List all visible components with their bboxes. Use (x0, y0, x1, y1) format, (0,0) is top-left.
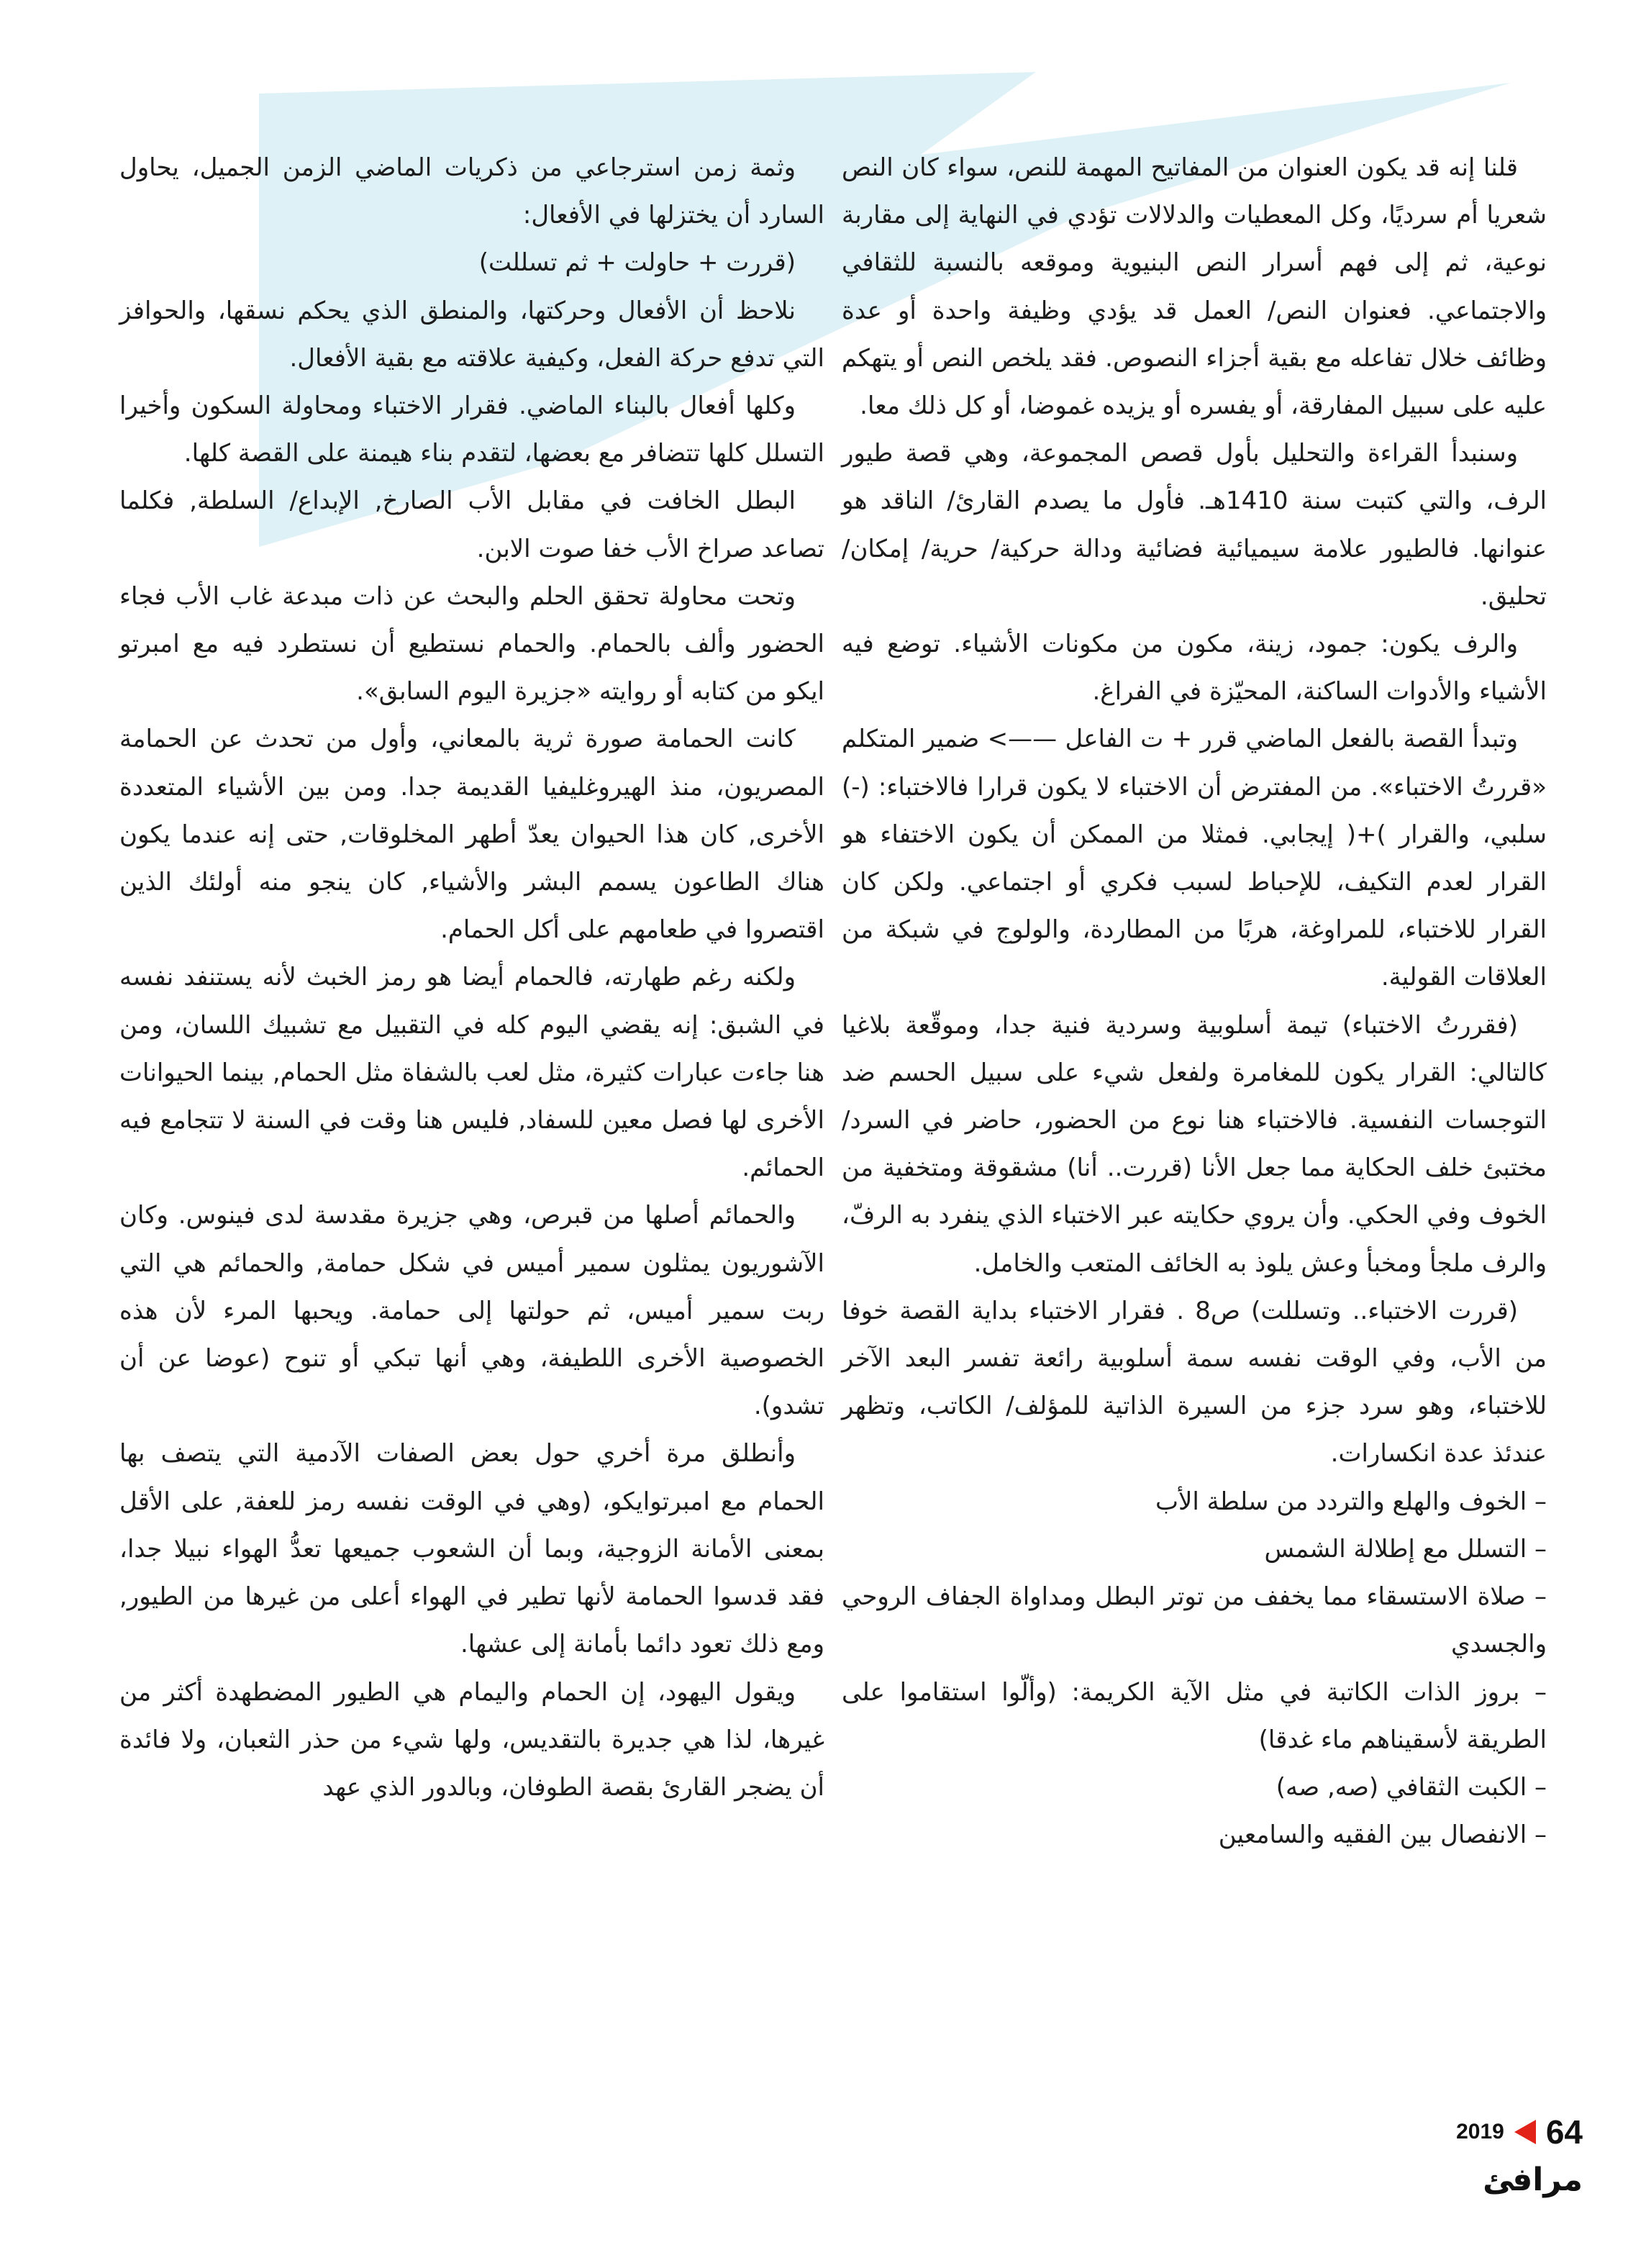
page-folio (1456, 2113, 1583, 2151)
paragraph: (قررت الاختباء.. وتسللت) ص8 . فقرار الاختباء بداية القصة خوفا من الأب، وفي الوقت نفسه سمة أسلوبية رائعة تفسر البعد الآخر للاختباء، وهو سرد جزء من السيرة الذاتية للمؤلف/ الكاتب، وتظهر عندئذ عدة انكسارات. (842, 1296, 1547, 1469)
paragraph: والحمائم أصلها من قبرص، وهي جزيرة مقدسة لدى فينوس. وكان الآشوريون يمثلون سمير أميس في شكل حمامة, والحمائم هي التي ربت سمير أميس، ثم حولتها إلى حمامة. ويحبها المرء لأن هذه الخصوصية الأخرى اللطيفة، وهي أنها تبكي أو تنوح (عوضا عن أن تشدو). (119, 1201, 824, 1421)
arrow-left-icon (1514, 2120, 1536, 2144)
list-item: – الخوف والهلع والتردد من سلطة الأب (842, 1478, 1547, 1525)
paragraph: وسنبدأ القراءة والتحليل بأول قصص المجموعة، وهي قصة طيور الرف، والتي كتبت سنة 1410هـ. فأول ما يصدم القارئ/ الناقد هو عنوانها. فالطيور علامة سيميائية فضائية ودالة حركية/ حرية/ إمكان/ تحليق. (842, 439, 1547, 611)
paragraph: وتحت محاولة تحقق الحلم والبحث عن ذات مبدعة غاب الأب فجاء الحضور وألف بالحمام. والحمام نستطيع أن نستطرد فيه مع امبرتو ايكو من كتابه أو روايته «جزيرة اليوم السابق». (119, 581, 824, 707)
paragraph: قلنا إنه قد يكون العنوان من المفاتيح المهمة للنص، سواء كان النص شعريا أم سرديًا، وكل المعطيات والدلالات تؤدي في النهاية إلى مقاربة نوعية، ثم إلى فهم أسرار النص البنيوية وموقعه بالنسبة للثقافي والاجتماعي. فعنوان النص/ العمل قد يؤدي وظيفة واحدة أو عدة وظائف خلال تفاعله مع بقية أجزاء النصوص. فقد يلخص النص أو يتهكم عليه على سبيل المفارقة، أو يفسره أو يزيده غموضا، أو كل ذلك معا. (842, 153, 1547, 421)
list-item: – بروز الذات الكاتبة في مثل الآية الكريمة: (وألّوا استقاموا على الطريقة لأسقيناهم ماء غدقا) (842, 1669, 1547, 1764)
article-column-right (842, 144, 1547, 1859)
article-column-left (119, 144, 824, 1811)
paragraph: (قررت + حاولت + ثم تسللت) (478, 248, 796, 278)
page-number: 64 (1545, 2113, 1583, 2151)
paragraph: ولكنه رغم طهارته، فالحمام أيضا هو رمز الخبث لأنه يستنفد نفسه في الشبق: إنه يقضي اليوم كله في التقبيل مع تشبيك اللسان، ومن هنا جاءت عبارات كثيرة، مثل لعب بالشفاة مثل الحمام, بينما الحيوانات الأخرى لها فصل معين للسفاد, فليس هنا وقت في السنة لا تتجامع فيه الحمائم. (119, 963, 824, 1183)
paragraph: وأنطلق مرة أخري حول بعض الصفات الآدمية التي يتصف بها الحمام مع امبرتوايكو، (وهي في الوقت نفسه رمز للعفة, على الأقل بمعنى الأمانة الزوجية، وبما أن الشعوب جميعها تعدُّ الهواء نبيلا جدا، فقد قدسوا الحمامة لأنها تطير في الهواء أعلى من غيرها من الطيور, ومع ذلك تعود دائما بأمانة إلى عشها. (119, 1439, 824, 1659)
paragraph: ويقول اليهود، إن الحمام واليمام هي الطيور المضطهدة أكثر من غيرها، لذا هي جديرة بالتقديس، ولها شيء من حذر الثعبان، ولا فائدة أن يضجر القارئ بقصة الطوفان، وبالدور الذي عهد (119, 1677, 824, 1802)
list-item: – التسلل مع إطلالة الشمس (842, 1525, 1547, 1573)
paragraph: (فقررتُ الاختباء) تيمة أسلوبية وسردية فنية جدا، وموقّعة بلاغيا كالتالي: القرار يكون للمغامرة ولفعل شيء على سبيل الحسم ضد التوجسات النفسية. فالاختباء هنا نوع من الحضور، حاضر في السرد/ مختبئ خلف الحكاية مما جعل الأنا (قررت.. أنا) مشقوقة ومتخفية من الخوف وفي الحكي. وأن يروي حكايته عبر الاختباء الذي ينفرد به الرفّ، والرف ملجأ ومخبأ وعش يلوذ به الخائف المتعب والخامل. (842, 1010, 1547, 1278)
paragraph: وثمة زمن استرجاعي من ذكريات الماضي الزمن الجميل، يحاول السارد أن يختزلها في الأفعال: (119, 153, 824, 230)
paragraph: البطل الخافت في مقابل الأب الصارخ, الإبداع/ السلطة, فكلما تصاعد صراخ الأب خفا صوت الابن. (119, 486, 824, 563)
list-item: – الانفصال بين الفقيه والسامعين (842, 1811, 1547, 1859)
paragraph: كانت الحمامة صورة ثرية بالمعاني، وأول من تحدث عن الحمامة المصريون، منذ الهيروغليفيا القديمة جدا. ومن بين الأشياء المتعددة الأخرى, كان هذا الحيوان يعدّ أطهر المخلوقات, حتى إنه عندما يكون هناك الطاعون يسمم البشر والأشياء, كان ينجو منه أولئك الذين اقتصروا في طعامهم على أكل الحمام. (119, 725, 824, 945)
paragraph: نلاحظ أن الأفعال وحركتها، والمنطق الذي يحكم نسقها، والحوافز التي تدفع حركة الفعل، وكيفية علاقته مع بقية الأفعال. (119, 296, 824, 373)
issue-year: 2019 (1456, 2120, 1504, 2144)
paragraph: وتبدأ القصة بالفعل الماضي قرر + ت الفاعل ——> ضمير المتكلم «قررتُ الاختباء». من المفترض أن الاختباء لا يكون قرارا فالاختباء: (-) سلبي، والقرار )+( إيجابي. فمثلا من الممكن أن يكون الاختفاء هو القرار لعدم التكيف، للإحباط لسبب فكري أو اجتماعي. ولكن كان القرار للاختباء، للمراوغة، هربًا من المطاردة، والولوج في شبكة من العلاقات القولية. (842, 725, 1547, 992)
paragraph: وكلها أفعال بالبناء الماضي. فقرار الاختباء ومحاولة السكون وأخيرا التسلل كلها تتضافر مع بعضها، لتقدم بناء هيمنة على القصة كلها. (119, 391, 824, 468)
list-item: – الكبت الثقافي (صه, صه) (842, 1764, 1547, 1811)
magazine-logo: مرافئ (1483, 2162, 1583, 2198)
paragraph: والرف يكون: جمود، زينة، مكون من مكونات الأشياء. توضع فيه الأشياء والأدوات الساكنة، المحيّزة في الفراغ. (842, 630, 1547, 707)
list-item: – صلاة الاستسقاء مما يخفف من توتر البطل ومداواة الجفاف الروحي والجسدي (842, 1573, 1547, 1668)
